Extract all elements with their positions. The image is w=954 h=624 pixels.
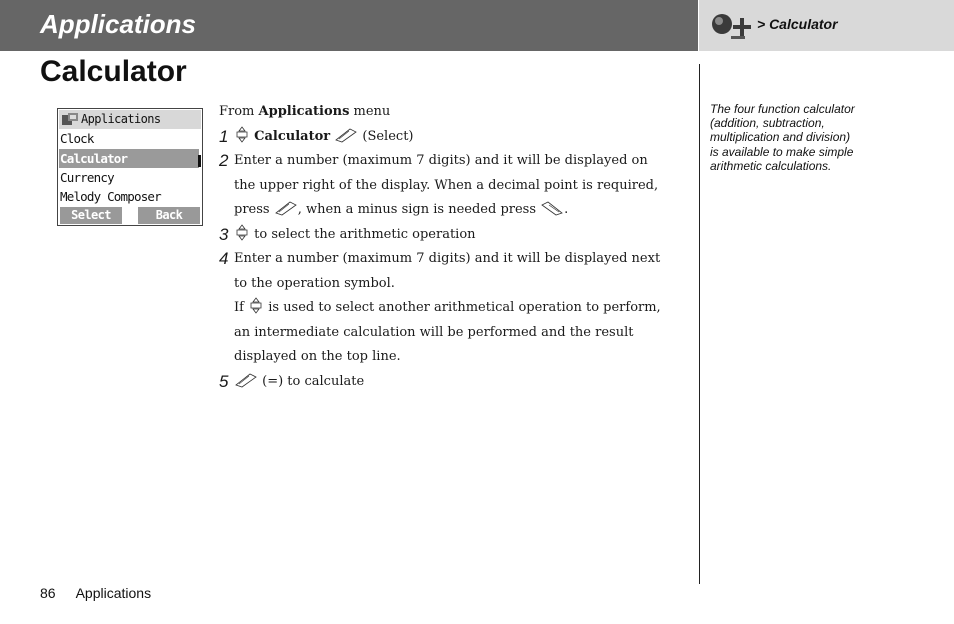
step-number: 5: [219, 371, 229, 391]
intro-menu-name: Applications: [258, 104, 350, 119]
breadcrumb-text: > Calculator: [757, 16, 838, 32]
page-title: Calculator: [40, 55, 187, 88]
phone-menu-item-melody-composer: Melody Composer: [60, 189, 161, 204]
step-3: 3 to select the arithmetic operation: [219, 223, 689, 248]
step-number: 4: [219, 249, 229, 268]
step-number: 1: [219, 126, 229, 146]
step-2: 2 Enter a number (maximum 7 digits) and it will be displayed on the upper right of the display. When a decimal point is required, press , when a minus sign is needed press .: [219, 151, 659, 217]
navigation-key-icon: [234, 126, 250, 143]
right-softkey-icon: [540, 199, 564, 216]
phone-scrollbar: [198, 155, 201, 167]
footer-section: Applications: [75, 585, 152, 601]
applications-icon: [62, 113, 78, 126]
left-softkey-icon: [274, 199, 298, 216]
step-number: 2: [219, 151, 229, 170]
phone-screen: [57, 108, 203, 226]
left-softkey-icon: [334, 126, 358, 143]
step-1-action: (Select): [362, 128, 414, 144]
step-1: [219, 125, 689, 150]
phone-menu-item-clock: Clock: [60, 131, 94, 146]
step-4: 4 Enter a number (maximum 7 digits) and it will be displayed next to the operation symbol. If is used to select another arithmetical operation to perform, an intermediate calculation will be performed and the result displayed on the top line.: [219, 249, 661, 364]
step-number: 3: [219, 224, 229, 244]
phone-softkey-select: Select: [60, 207, 122, 224]
phone-menu-item-currency: Currency: [60, 170, 114, 185]
side-note: The four function calculator (addition, subtraction, multiplication and division) is available to make simple arithmetic calculations.: [710, 102, 855, 173]
breadcrumb: [699, 0, 954, 51]
phone-softkey-back: Back: [138, 207, 200, 224]
page-footer: [40, 585, 151, 601]
applications-icon: [711, 12, 753, 40]
phone-menu-item-calculator: Calculator: [59, 149, 199, 168]
instructions: [219, 100, 689, 394]
section-header: [0, 0, 698, 51]
section-title: Applications: [40, 9, 197, 39]
intro-line: From Applications menu: [219, 104, 391, 119]
phone-screen-header: [59, 110, 201, 129]
step-1-target: Calculator: [254, 128, 331, 144]
navigation-key-icon: [234, 224, 250, 241]
column-divider: [699, 64, 700, 584]
left-softkey-icon: [234, 371, 258, 388]
page-number: 86: [40, 585, 56, 601]
phone-screen-title: Applications: [81, 112, 161, 126]
step-5: 5 (=) to calculate: [219, 370, 689, 395]
navigation-key-icon: [248, 297, 264, 314]
